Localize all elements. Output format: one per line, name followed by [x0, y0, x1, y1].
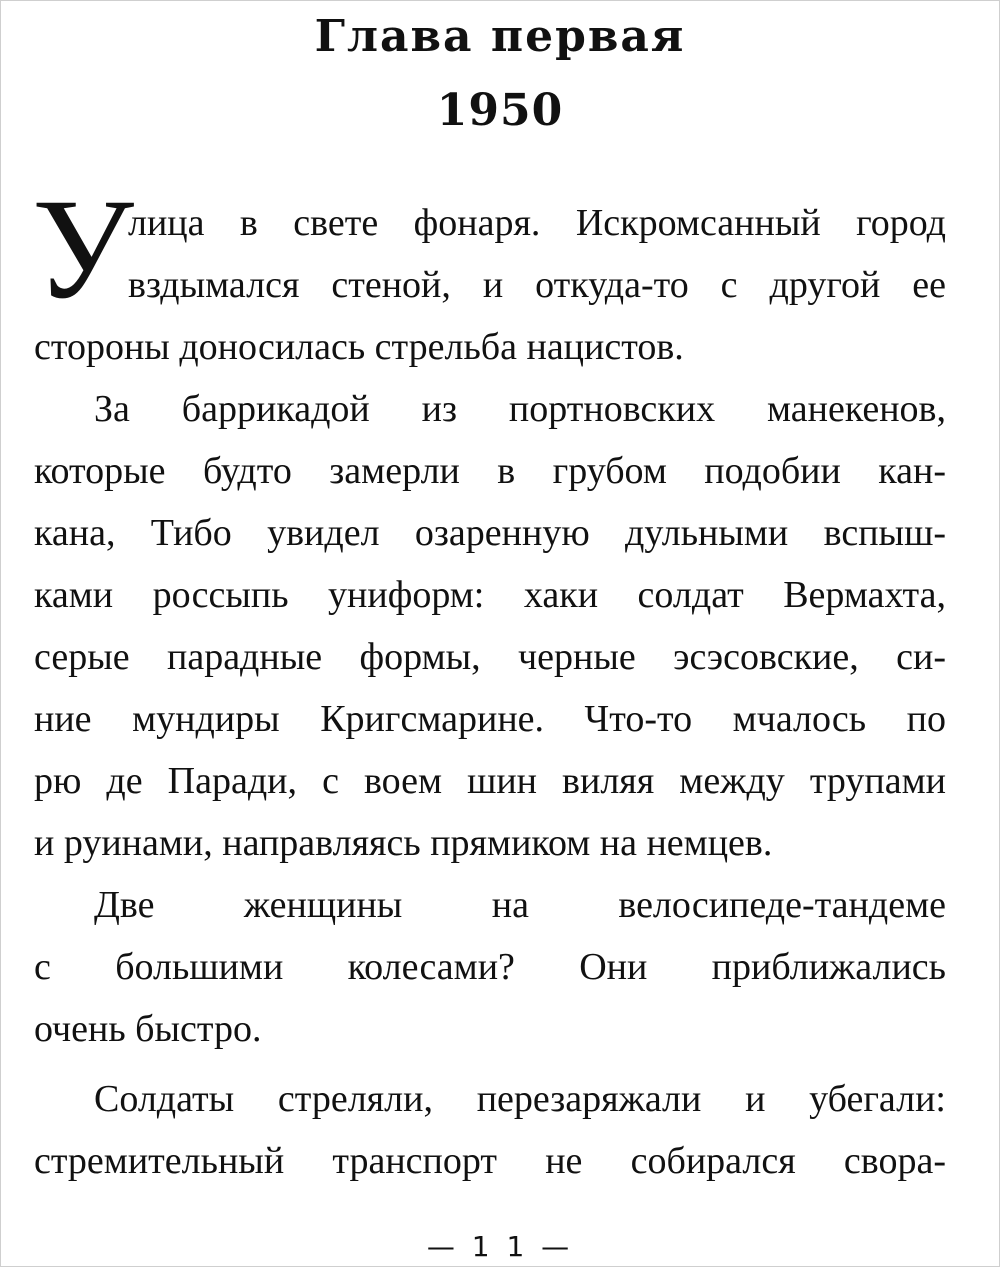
chapter-year: 1950 [436, 85, 564, 136]
text-line: Солдаты стреляли, перезаряжали и убегали: [94, 1078, 946, 1120]
text-line: Две женщины на велосипеде-тандеме [94, 884, 946, 926]
text-line: ние мундиры Кригсмарине. Что-то мчалось по [34, 698, 946, 740]
text-line: и руинами, направляясь прямиком на немцев. [34, 822, 773, 864]
text-line: ками россыпь униформ: хаки солдат Вермахта, [34, 574, 946, 616]
text-line: которые будто замерли в грубом подобии кан- [34, 450, 946, 492]
text-line: рю де Паради, с воем шин виляя между трупами [34, 760, 946, 802]
text-line: серые парадные формы, черные эсэсовские, си- [34, 636, 946, 678]
text-line: очень быстро. [34, 1008, 262, 1050]
page-number: — 1 1 — [426, 1230, 574, 1263]
text-line: стороны доносилась стрельба нацистов. [34, 326, 684, 368]
text-line: кана, Тибо увидел озаренную дульными вспыш- [34, 512, 946, 554]
chapter-title: Глава первая [314, 11, 686, 62]
text-line: За баррикадой из портновских манекенов, [94, 388, 946, 430]
text-line: лица в свете фонаря. Искромсанный город [128, 202, 946, 244]
text-line: вздымался стеной, и откуда-то с другой ее [128, 264, 946, 306]
drop-cap: У [32, 170, 134, 329]
text-line: с большими колесами? Они приближались [34, 946, 946, 988]
text-line: стремительный транспорт не собирался свора- [34, 1140, 946, 1182]
